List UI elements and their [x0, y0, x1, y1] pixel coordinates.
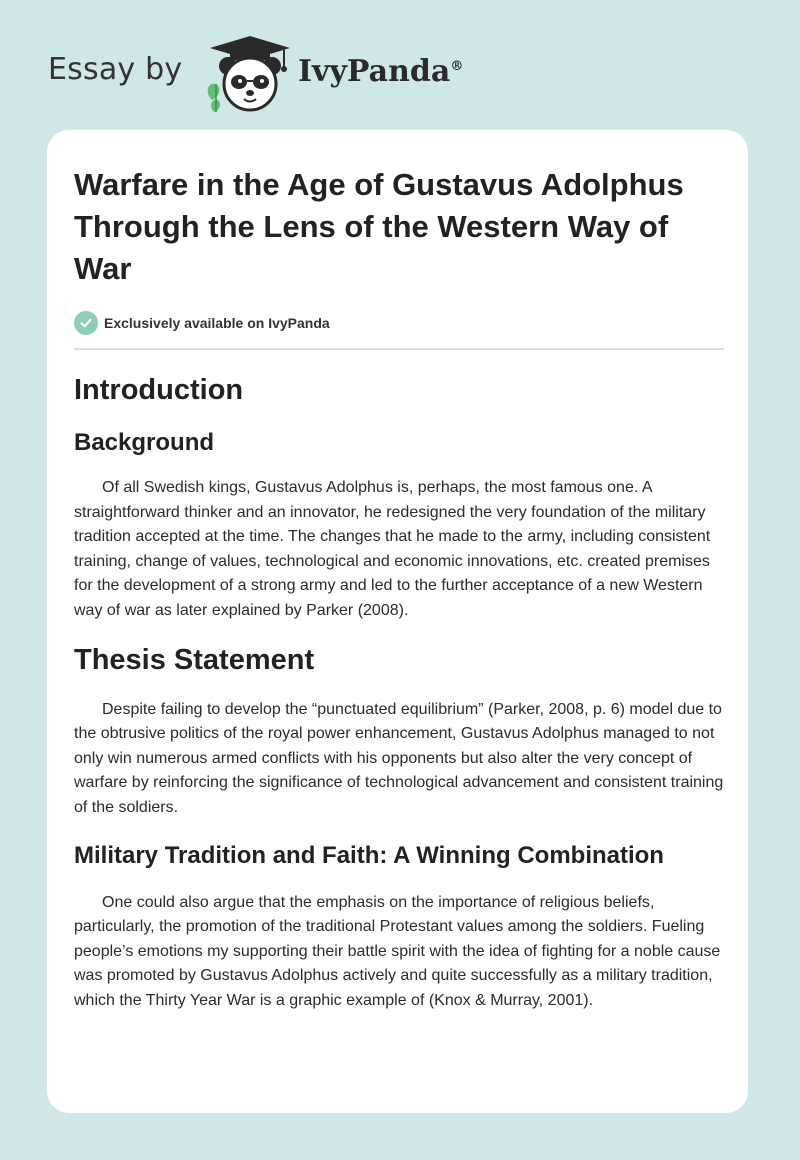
- registered-mark: ®: [450, 59, 464, 74]
- exclusive-badge-label: Exclusively available on IvyPanda: [104, 315, 330, 331]
- paragraph-military: One could also argue that the emphasis on the importance of religious beliefs, particularly, the promotion of the traditional Protestant values among the soldiers. Fueling people’s emotions my supporting their battle spirit with the idea of fighting for a noble cause was promoted by Gustavus Adolphus actively and quite successfully as a military tradition, which the Thirty Year War is a graphic example of (Knox & Murray, 2001).: [74, 893, 721, 1009]
- essay-title: Warfare in the Age of Gustavus Adolphus Through the Lens of the Western Way of War: [74, 167, 684, 286]
- subsection-heading-military: Military Tradition and Faith: A Winning Combination: [74, 841, 664, 869]
- subsection-heading-background: Background: [74, 429, 215, 456]
- section-heading-thesis: Thesis Statement: [74, 643, 315, 676]
- essay-by-label: Essay by: [48, 52, 183, 87]
- title-divider: [74, 348, 724, 350]
- site-header: [48, 34, 568, 114]
- panda-graduate-icon[interactable]: [200, 34, 300, 114]
- exclusive-badge: [74, 310, 724, 336]
- brand-name-text: IvyPanda: [298, 54, 451, 89]
- essay-content: [74, 164, 724, 1014]
- section-heading-introduction: Introduction: [74, 374, 244, 406]
- paragraph-background: Of all Swedish kings, Gustavus Adolphus is, perhaps, the most famous one. A straightforward thinker and an innovator, he redesigned the very foundation of the military tradition accepted at the time. The changes that he made to the army, including consistent training, change of values, technological and economic innovations, etc. created premises for the development of a strong army and led to the further acceptance of a new Western way of war as later explained by Parker (2008).: [74, 479, 711, 619]
- essay-card: [47, 130, 748, 1113]
- paragraph-thesis: Despite failing to develop the “punctuated equilibrium” (Parker, 2008, p. 6) model due to the obtrusive politics of the royal power enhancement, Gustavus Adolphus managed to not only win numerous armed conflicts with his opponents but also alter the very concept of warfare by reinforcing the significance of technological advancement and consistent training of the soldiers.: [74, 700, 724, 816]
- checkmark-icon: [74, 311, 98, 335]
- brand-name[interactable]: [298, 54, 463, 89]
